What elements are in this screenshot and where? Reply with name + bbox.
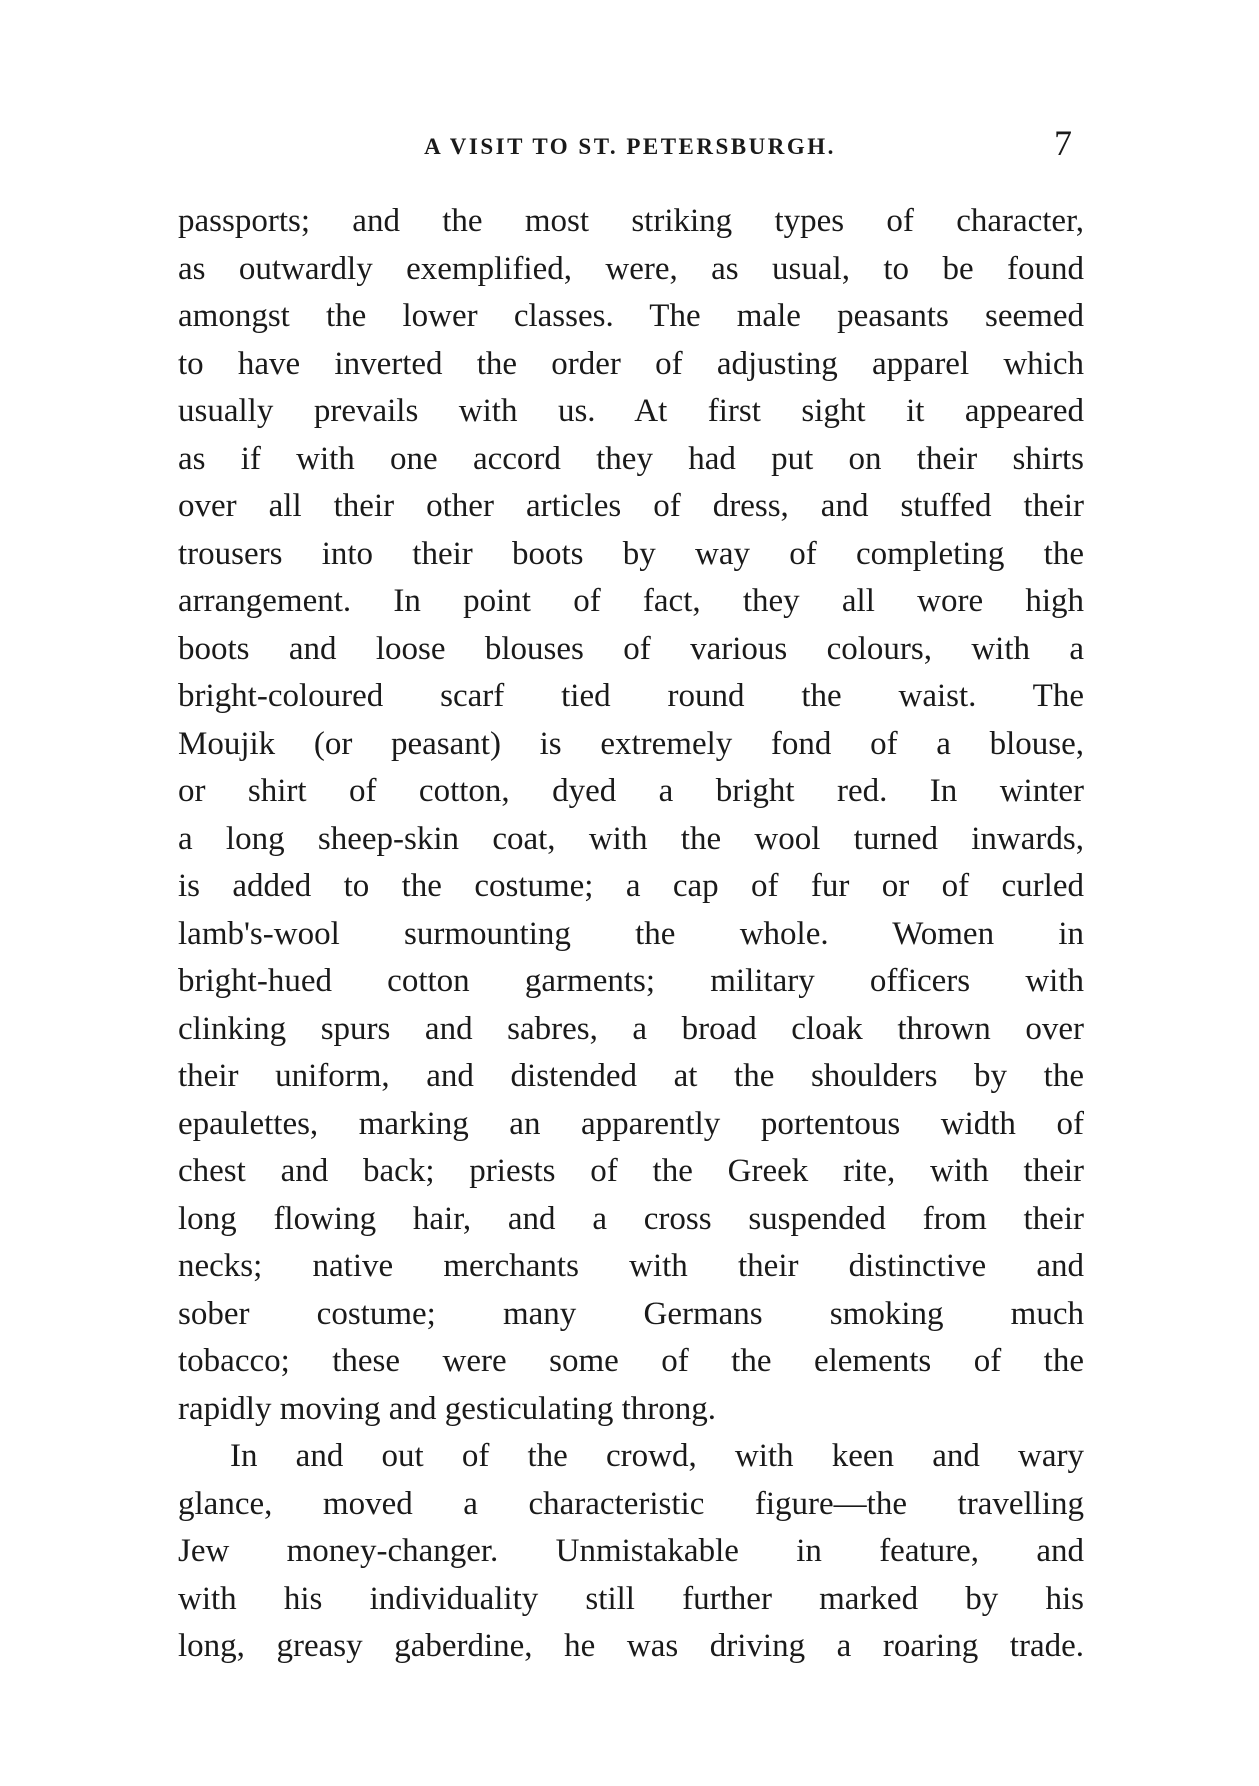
text-line: boots and loose blouses of various colours, with a — [178, 630, 1084, 667]
paragraph-2 — [178, 1433, 1084, 1671]
text-line: or shirt of cotton, dyed a bright red. In winter — [178, 773, 1084, 809]
text-line: their uniform, and distended at the shoulders by the — [178, 1058, 1084, 1094]
text-line: a long sheep-skin coat, with the wool turned inwards, — [178, 820, 1084, 857]
text-line: arrangement. In point of fact, they all wore high — [178, 583, 1084, 619]
page-number: 7 — [1054, 123, 1072, 163]
text-line: passports; and the most striking types of character, — [178, 203, 1084, 239]
text-line: long, greasy gaberdine, he was driving a roaring trade. — [178, 1628, 1084, 1664]
text-line: as if with one accord they had put on their shirts — [178, 440, 1084, 477]
text-line: Jew money-changer. Unmistakable in feature, and — [178, 1533, 1084, 1569]
text-line: is added to the costume; a cap of fur or of curled — [178, 868, 1084, 904]
text-line: epaulettes, marking an apparently portentous width of — [178, 1105, 1084, 1142]
text-line: amongst the lower classes. The male peasants seemed — [178, 298, 1084, 334]
text-line: with his individuality still further marked by his — [178, 1580, 1084, 1617]
text-line: bright-hued cotton garments; military officers with — [178, 963, 1084, 999]
text-line: sober costume; many Germans smoking much — [178, 1295, 1084, 1332]
text-line: as outwardly exemplified, were, as usual, to be found — [178, 250, 1084, 287]
running-title: A VISIT TO ST. PETERSBURGH. — [424, 134, 836, 159]
text-line: chest and back; priests of the Greek rite, with their — [178, 1153, 1084, 1189]
text-line: to have inverted the order of adjusting apparel which — [178, 345, 1084, 382]
text-line: rapidly moving and gesticulating throng. — [178, 1390, 716, 1427]
text-line: clinking spurs and sabres, a broad cloak thrown over — [178, 1010, 1084, 1047]
text-line: glance, moved a characteristic figure—the travelling — [178, 1485, 1084, 1522]
text-line: usually prevails with us. At first sight it appeared — [178, 393, 1084, 429]
text-line: bright-coloured scarf tied round the waist. The — [178, 678, 1084, 714]
running-head — [180, 122, 1080, 172]
text-line: Moujik (or peasant) is extremely fond of a blouse, — [178, 725, 1084, 762]
body-text — [178, 198, 1084, 1671]
text-line: lamb's-wool surmounting the whole. Women in — [178, 915, 1084, 952]
text-line: In and out of the crowd, with keen and wary — [230, 1438, 1084, 1474]
text-line: trousers into their boots by way of completing the — [178, 535, 1084, 572]
text-line: tobacco; these were some of the elements of the — [178, 1343, 1084, 1379]
text-line: over all their other articles of dress, and stuffed their — [178, 488, 1084, 524]
paragraph-1 — [178, 198, 1084, 1433]
text-line: long flowing hair, and a cross suspended from their — [178, 1200, 1084, 1237]
text-line: necks; native merchants with their distinctive and — [178, 1248, 1084, 1284]
